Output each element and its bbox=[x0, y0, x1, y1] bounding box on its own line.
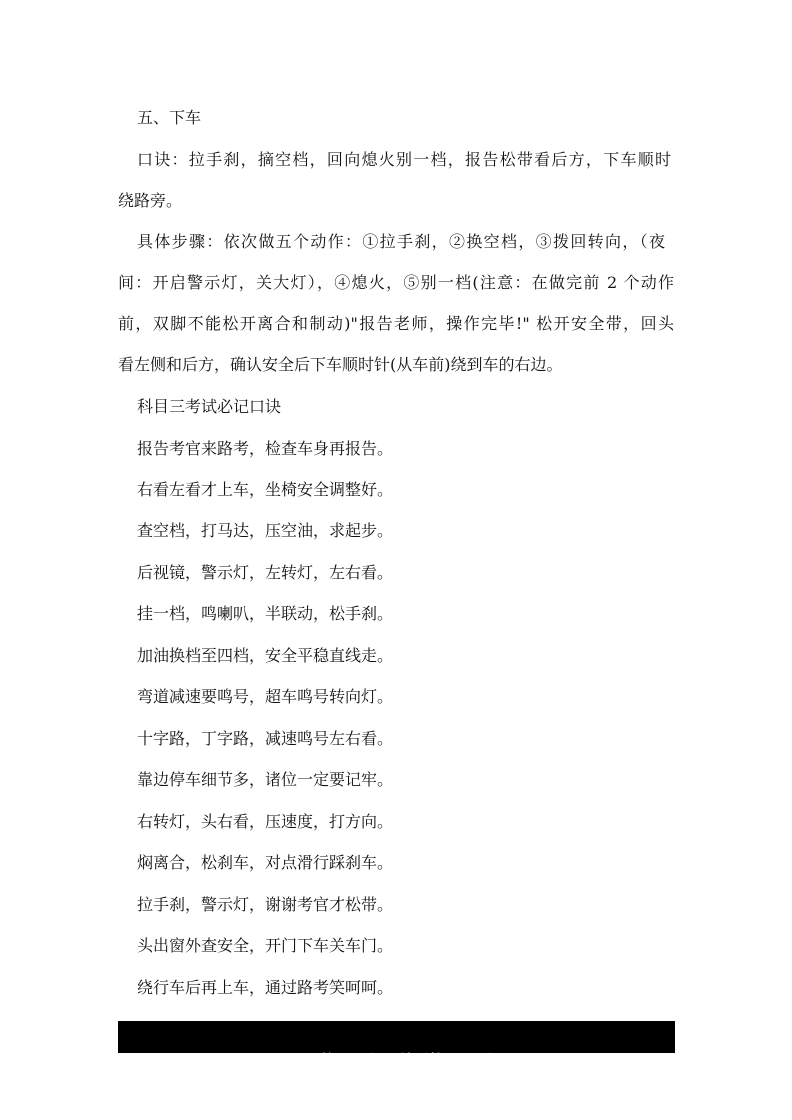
verse-line: 查空档，打马达，压空油，求起步。 bbox=[137, 521, 394, 540]
section-heading: 五、下车 bbox=[137, 108, 202, 127]
mnemonic-line: 口诀：拉手刹，摘空档，回向熄火别一档，报告松带看后方，下车顺时 bbox=[137, 150, 671, 169]
verse-line: 靠边停车细节多，诸位一定要记牢。 bbox=[137, 770, 394, 789]
verse-line: 挂一档，鸣喇叭，半联动，松手刹。 bbox=[137, 604, 394, 623]
verse-line: 报告考官来路考，检查车身再报告。 bbox=[137, 439, 394, 458]
steps-line: 看左侧和后方，确认安全后下车顺时针(从车前)绕到车的右边。 bbox=[118, 355, 563, 374]
steps-line: 具体步骤：依次做五个动作：①拉手刹，②换空档，③拨回转向，（夜 bbox=[137, 232, 665, 251]
verse-title: 科目三考试必记口诀 bbox=[137, 397, 282, 416]
steps-line: 间：开启警示灯，关大灯），④熄火，⑤别一档(注意：在做完前 2 个动作 bbox=[118, 273, 674, 292]
page-footer bbox=[118, 1021, 675, 1069]
verse-line: 右转灯，头右看，压速度，打方向。 bbox=[137, 812, 394, 831]
page-indicator: 第 3 页 / 总页数 6 页 bbox=[320, 1051, 492, 1069]
verse-line: 焖离合，松刹车，对点滑行踩刹车。 bbox=[137, 853, 394, 872]
verse-line: 拉手刹，警示灯，谢谢考官才松带。 bbox=[137, 895, 394, 914]
verse-line: 后视镜，警示灯，左转灯，左右看。 bbox=[137, 563, 394, 582]
verse-line: 右看左看才上车，坐椅安全调整好。 bbox=[137, 480, 394, 499]
verse-line: 加油换档至四档，安全平稳直线走。 bbox=[137, 646, 394, 665]
steps-line: 前，双脚不能松开离合和制动)"报告老师，操作完毕!" 松开安全带，回头 bbox=[118, 314, 674, 333]
verse-line: 十字路，丁字路，减速鸣号左右看。 bbox=[137, 729, 394, 748]
verse-line: 绕行车后再上车，通过路考笑呵呵。 bbox=[137, 978, 394, 997]
verse-line: 头出窗外查安全，开门下车关车门。 bbox=[137, 936, 394, 955]
verse-line: 弯道减速要鸣号，超车鸣号转向灯。 bbox=[137, 687, 394, 706]
mnemonic-line: 绕路旁。 bbox=[118, 191, 183, 210]
